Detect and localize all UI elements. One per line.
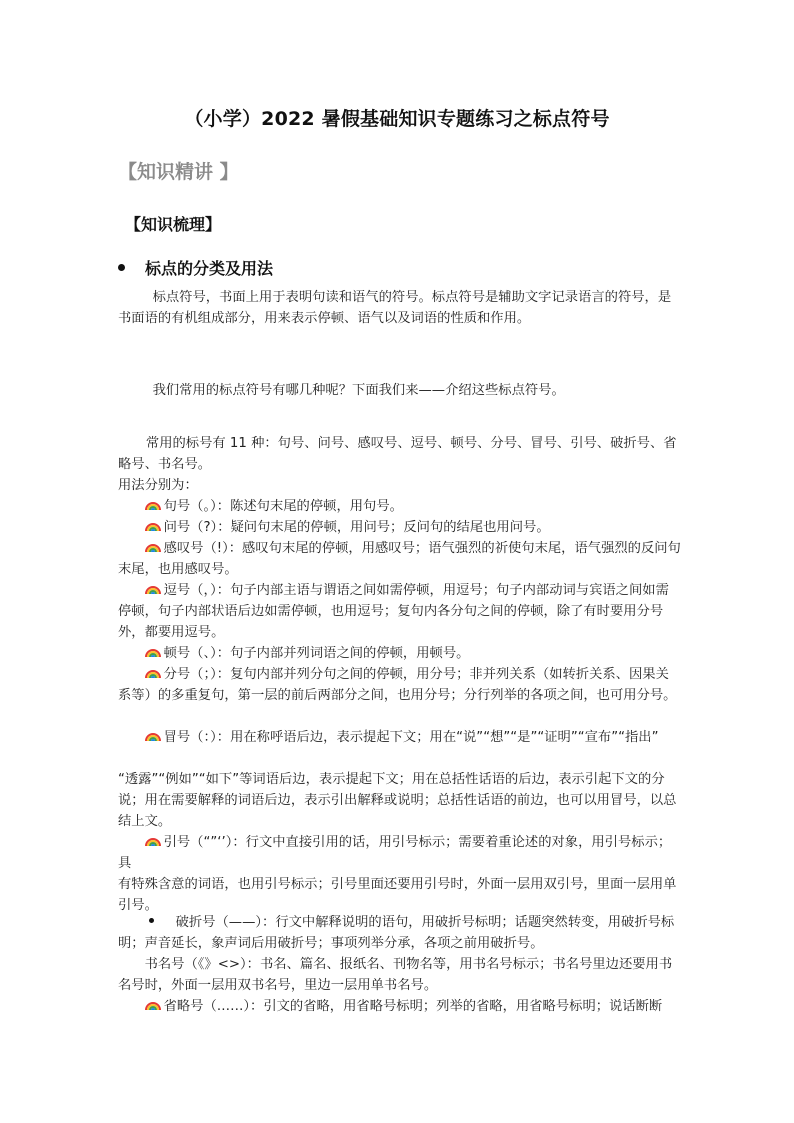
bullet-icon: [149, 918, 154, 923]
entry-colon-continued: “透露”“例如”“如下”等词语后边，表示提起下文；用在总括性话语的后边，表示引起下文的分说；用在需要解释的词语后边，表示引出解释或说明；总括性话语的前边，也可以用冒号，以总结上文。: [118, 772, 677, 829]
rainbow-icon: [145, 731, 161, 742]
entry-quotation: 引号（“”‘’）：行文中直接引用的话，用引号标示；需要着重论述的对象，用引号标示；具: [118, 835, 672, 871]
entry-dash: 破折号（——）：行文中解释说明的语句，用破折号标明；话题突然转变，用破折号标明；声音延长，象声词后用破折号；事项列举分承，各项之前用破折号。: [118, 915, 675, 951]
topic-heading: [118, 256, 273, 279]
topic-text: 标点的分类及用法: [145, 259, 274, 278]
usage-label: 用法分别为：: [118, 478, 198, 493]
entry-enumeration-comma: 顿号（、）：句子内部并列词语之间的停顿，用顿号。: [118, 643, 682, 664]
intro-paragraph: 标点符号，书面上用于表明句读和语气的符号。标点符号是辅助文字记录语言的符号，是书面语的有机组成部分，用来表示停顿、语气以及词语的性质和作用。: [118, 290, 672, 326]
rainbow-icon: [145, 668, 161, 679]
rainbow-icon: [145, 1000, 161, 1011]
entry-book-title: 书名号（《》<>）：书名、篇名、报纸名、刊物名等，用书名号标示；书名号里边还要用书名号时，外面一层用双书名号，里边一层用单书名号。: [118, 957, 673, 993]
entry-colon: 冒号（：）：用在称呼语后边，表示提起下文；用在“说”“想”“是”“证明”“宣布”“指出”: [118, 727, 682, 748]
rainbow-icon: [145, 647, 161, 658]
section-heading: 【知识精讲 】: [118, 161, 239, 183]
document-title: （小学）2022 暑假基础知识专题练习之标点符号: [184, 108, 610, 130]
rainbow-icon: [145, 542, 161, 553]
entry-question: 问号（?）：疑问句末尾的停顿，用问号；反问句的结尾也用问号。: [118, 517, 682, 538]
entry-ellipsis: 省略号（……）：引文的省略，用省略号标明；列举的省略，用省略号标明；说话断断: [118, 996, 682, 1017]
entry-quotation-continued: 有特殊含意的词语，也用引号标示；引号里面还要用引号时，外面一层用双引号，里面一层用单引号。: [118, 877, 677, 913]
intro-paragraph-3: 常用的标号有 11 种：句号、问号、感叹号、逗号、顿号、分号、冒号、引号、破折号、省略号、书名号。: [118, 436, 677, 472]
rainbow-icon: [145, 584, 161, 595]
rainbow-icon: [145, 836, 161, 847]
bullet-icon: [118, 264, 125, 271]
intro-paragraph-2: 我们常用的标点符号有哪几种呢？下面我们来——介绍这些标点符号。: [152, 383, 565, 398]
rainbow-icon: [145, 500, 161, 511]
entry-exclamation: 感叹号（!）：感叹句末尾的停顿，用感叹号；语气强烈的祈使句末尾，语气强烈的反问句末尾，也用感叹号。: [118, 541, 681, 577]
entry-comma: 逗号（，）：句子内部主语与谓语之间如需停顿，用逗号；句子内部动词与宾语之间如需停顿，句子内部状语后边如需停顿，也用逗号；复句内各分句之间的停顿，除了有时要用分号外，都要用逗号。: [118, 583, 669, 640]
entry-semicolon: 分号（；）：复句内部并列分句之间的停顿，用分号；非并列关系（如转折关系、因果关系等）的多重复句，第一层的前后两部分之间，也用分号；分行列举的各项之间，也可用分号。: [118, 667, 677, 703]
rainbow-icon: [145, 521, 161, 532]
entry-period: 句号（。）：陈述句末尾的停顿，用句号。: [118, 496, 682, 517]
subsection-heading: 【知识梳理】: [125, 215, 222, 234]
